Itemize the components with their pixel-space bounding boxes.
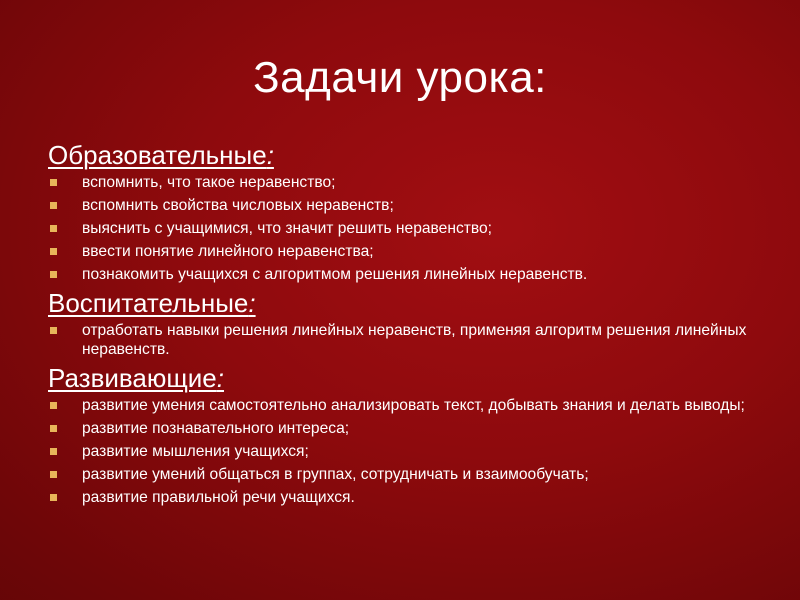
list-item xyxy=(48,488,788,507)
bullet-square-icon xyxy=(50,494,57,501)
section-obrazovatelnye xyxy=(48,140,788,284)
list-item xyxy=(48,396,788,415)
list-item-text: развитие правильной речи учащихся. xyxy=(82,489,355,506)
list-item xyxy=(48,419,788,438)
list-item xyxy=(48,173,788,192)
list-item xyxy=(48,442,788,461)
list-item xyxy=(48,242,788,261)
bullet-square-icon xyxy=(50,448,57,455)
section-heading-text: Образовательные xyxy=(48,140,267,170)
section-list xyxy=(48,173,788,284)
bullet-square-icon xyxy=(50,471,57,478)
bullet-square-icon xyxy=(50,425,57,432)
list-item xyxy=(48,465,788,484)
list-item xyxy=(48,219,788,238)
list-item xyxy=(48,321,788,359)
bullet-square-icon xyxy=(50,179,57,186)
section-vospitatelnye xyxy=(48,288,788,359)
list-item-text: развитие умений общаться в группах, сотрудничать и взаимообучать; xyxy=(82,466,589,483)
section-heading-colon: : xyxy=(248,288,256,318)
section-heading xyxy=(48,288,788,318)
list-item-text: вспомнить свойства числовых неравенств; xyxy=(82,197,394,214)
list-item-text: развитие познавательного интереса; xyxy=(82,420,350,437)
section-razvivayuschie xyxy=(48,363,788,507)
list-item xyxy=(48,196,788,215)
bullet-square-icon xyxy=(50,225,57,232)
bullet-square-icon xyxy=(50,202,57,209)
slide-content xyxy=(48,140,788,511)
bullet-square-icon xyxy=(50,271,57,278)
section-heading xyxy=(48,140,788,170)
list-item xyxy=(48,265,788,284)
section-heading-text: Воспитательные xyxy=(48,288,249,318)
section-heading-colon: : xyxy=(266,140,274,170)
section-list xyxy=(48,396,788,507)
list-item-text: выяснить с учащимися, что значит решить неравенство; xyxy=(82,220,492,237)
bullet-square-icon xyxy=(50,402,57,409)
list-item-text: развитие мышления учащихся; xyxy=(82,443,309,460)
section-heading-text: Развивающие xyxy=(48,363,217,393)
section-list xyxy=(48,321,788,359)
bullet-square-icon xyxy=(50,327,57,334)
list-item-text: развитие умения самостоятельно анализировать текст, добывать знания и делать выводы; xyxy=(82,397,745,414)
section-heading xyxy=(48,363,788,393)
slide-title: Задачи урока: xyxy=(253,53,547,102)
section-heading-colon: : xyxy=(216,363,224,393)
list-item-text: познакомить учащихся с алгоритмом решения линейных неравенств. xyxy=(82,266,588,283)
bullet-square-icon xyxy=(50,248,57,255)
list-item-text: отработать навыки решения линейных неравенств, применяя алгоритм решения линейных неравенств. xyxy=(82,322,747,358)
list-item-text: ввести понятие линейного неравенства; xyxy=(82,243,374,260)
list-item-text: вспомнить, что такое неравенство; xyxy=(82,174,336,191)
